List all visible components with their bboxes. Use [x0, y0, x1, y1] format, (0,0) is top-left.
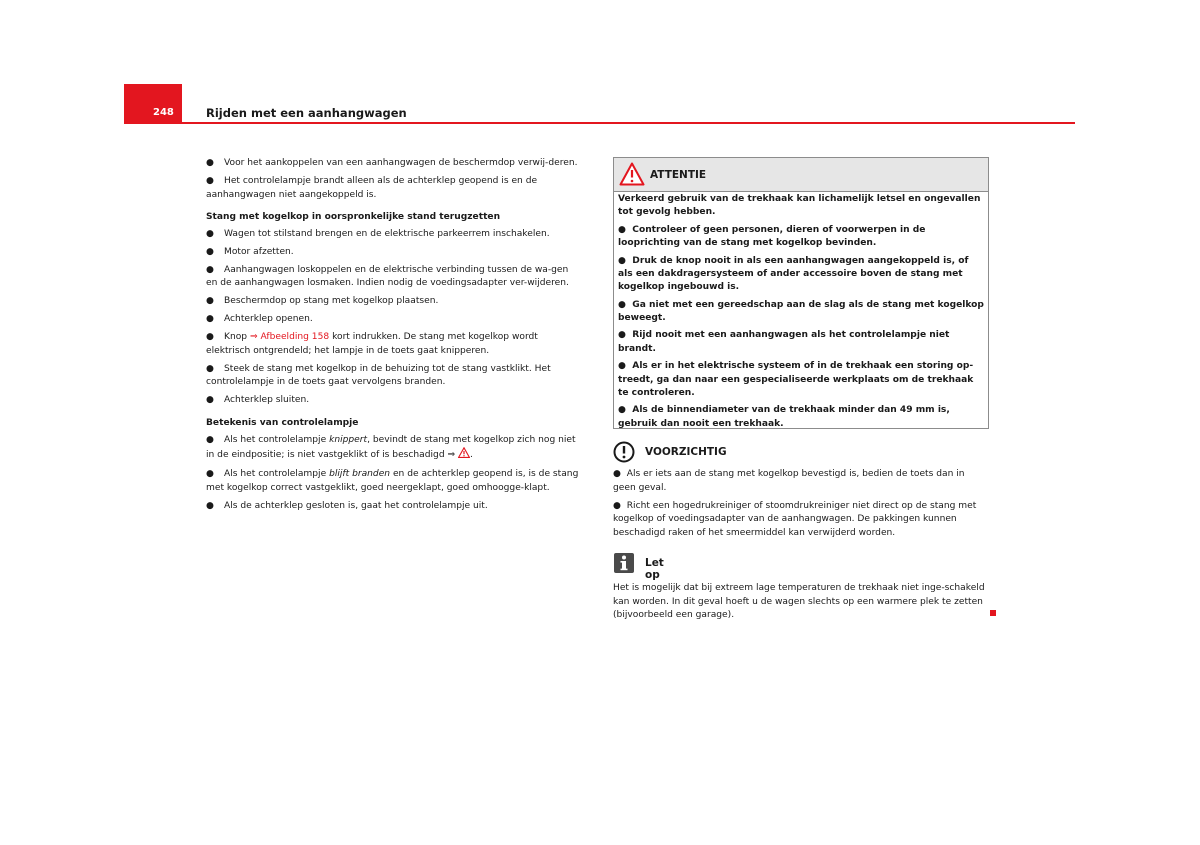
list-item: ● Als de binnendiameter van de trekhaak minder dan 49 mm is, gebruik dan nooit een trekhaak. — [618, 405, 950, 429]
warning-triangle-icon — [619, 162, 645, 190]
list-item: ● Als het controlelampje knippert, bevindt de stang met kogelkop zich nog niet in de eindpositie; is niet vastgeklikt of is beschadigd ⇒ . — [206, 434, 582, 464]
list-item: ● Wagen tot stilstand brengen en de elektrische parkeerrem inschakelen. — [206, 228, 550, 239]
list-item: ● Controleer of geen personen, dieren of voorwerpen in de looprichting van de stang met kogelkop bevinden. — [618, 224, 926, 249]
info-icon — [613, 552, 635, 578]
list-item: ● Richt een hogedrukreiniger of stoomdrukreiniger niet direct op de stang met kogelkop of voedingsadapter van de aanhangwagen. De pakkingen kunnen beschadigd raken of het smeermiddel kan verwijderd worden. — [613, 500, 977, 538]
caution-title: VOORZICHTIG — [645, 446, 727, 458]
list-item: ● Rijd nooit met een aanhangwagen als het controlelampje niet brandt. — [618, 330, 950, 354]
caution-body — [613, 468, 989, 540]
list-item: ● Beschermdop op stang met kogelkop plaatsen. — [206, 296, 439, 307]
warning-triangle-icon — [458, 447, 470, 464]
list-item: ● Aanhangwagen loskoppelen en de elektrische verbinding tussen de wa-gen en de aanhangwagen losmaken. Indien nodig de voedingsadapter ver-wijderen. — [206, 264, 569, 289]
section-heading: Stang met kogelkop in oorspronkelijke stand terugzetten — [206, 212, 501, 223]
list-item: ● Motor afzetten. — [206, 246, 294, 257]
list-item: ● Als er in het elektrische systeem of in de trekhaak een storing op-treedt, ga dan naar een gespecialiseerde werkplaats om de trekhaak te controleren. — [618, 361, 974, 398]
note-body — [613, 582, 989, 623]
left-column — [206, 157, 582, 513]
exclamation-circle-icon — [613, 441, 635, 467]
attention-body — [614, 192, 988, 431]
list-item: ● Als er iets aan de stang met kogelkop bevestigd is, bedien de toets dan in geen geval. — [613, 469, 965, 493]
list-item: ● Achterklep sluiten. — [206, 395, 310, 406]
figure-reference-link[interactable]: ⇒ Afbeelding 158 — [249, 332, 330, 343]
list-item: ● Druk de knop nooit in als een aanhangwagen aangekoppeld is, of als een dakdragersysteem of ander accessoire boven de stang met kogelkop ingebouwd is. — [618, 255, 969, 293]
chapter-title: Rijden met een aanhangwagen — [206, 106, 407, 120]
list-item: ● Het controlelampje brandt alleen als de achterklep geopend is en de aanhangwagen niet aangekoppeld is. — [206, 175, 538, 200]
list-item: ● Achterklep openen. — [206, 314, 313, 325]
header-rule — [124, 122, 1075, 124]
list-item: ● Ga niet met een gereedschap aan de slag als de stang met kogelkop beweegt. — [618, 299, 984, 323]
attention-box — [613, 157, 989, 429]
attention-intro: Verkeerd gebruik van de trekhaak kan lichamelijk letsel en ongevallen tot gevolg hebben. — [618, 194, 981, 218]
list-item: ● Steek de stang met kogelkop in de behuizing tot de stang vastklikt. Het controlelampje in de toets gaat vervolgens branden. — [206, 363, 551, 388]
note-text: Het is mogelijk dat bij extreem lage temperaturen de trekhaak niet inge-schakeld kan worden. In dit geval hoeft u de wagen slechts op een warmere plek te zetten (bijvoorbeeld een garage). — [613, 583, 985, 621]
list-item: ● Als de achterklep gesloten is, gaat het controlelampje uit. — [206, 500, 488, 511]
attention-title: ATTENTIE — [650, 169, 707, 181]
note-title: Let op — [645, 557, 664, 581]
section-heading: Betekenis van controlelampje — [206, 418, 359, 429]
page-number: 248 — [153, 107, 174, 118]
list-item: ● Als het controlelampje blijft branden en de achterklep geopend is, is de stang met kogelkop correct vastgeklikt, goed neergeklapt, goed omhoogge-klapt. — [206, 469, 579, 493]
list-item: ● Voor het aankoppelen van een aanhangwagen de beschermdop verwij-deren. — [206, 158, 578, 168]
list-item: ● Knop ⇒ Afbeelding 158 kort indrukken. De stang met kogelkop wordt elektrisch ontgrendeld; het lampje in de toets gaat knipperen. — [206, 332, 538, 356]
section-end-marker — [990, 610, 996, 616]
attention-header — [614, 158, 988, 192]
